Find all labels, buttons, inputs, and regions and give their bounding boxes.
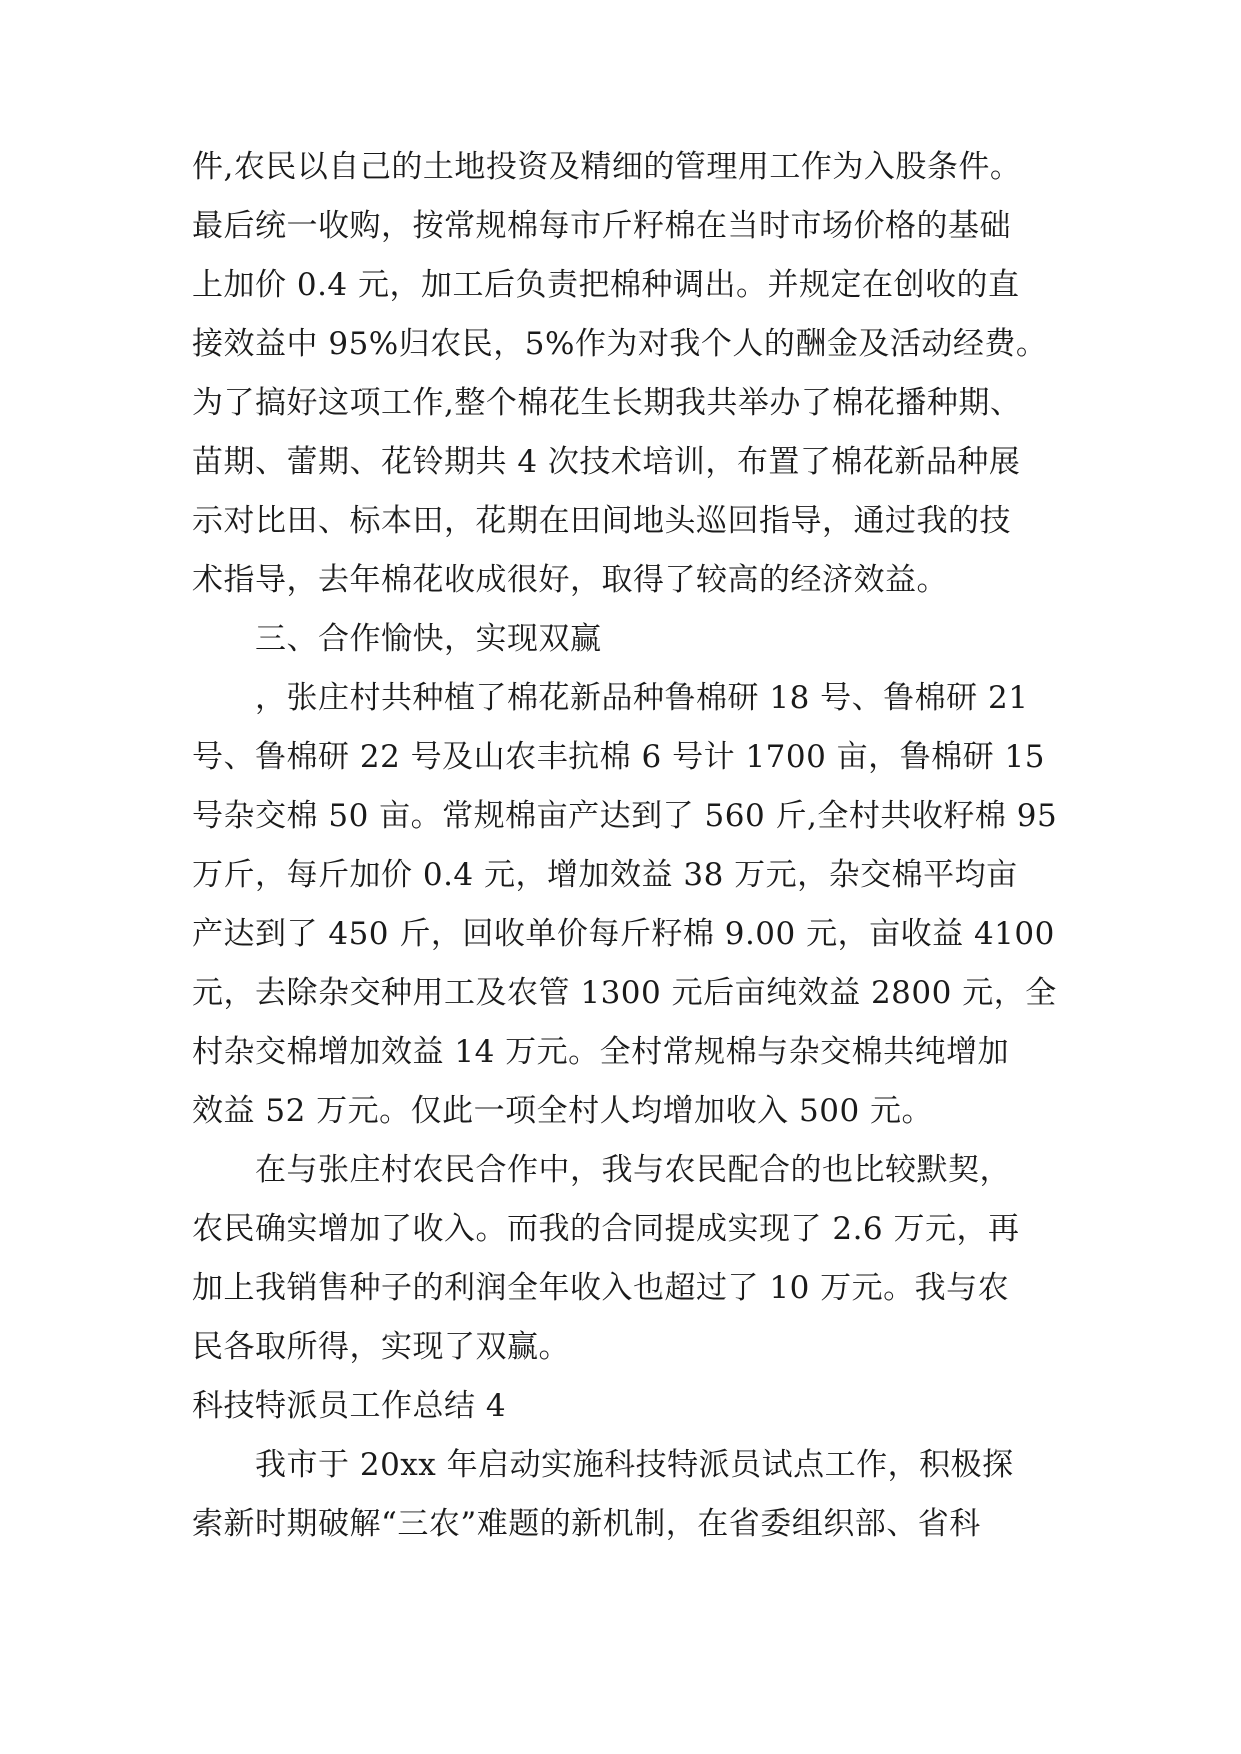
body-line: ，张庄村共种植了棉花新品种鲁棉研 18 号、鲁棉研 21 — [255, 680, 1029, 716]
body-line: 苗期、蕾期、花铃期共 4 次技术培训，布置了棉花新品种展 — [192, 444, 1021, 480]
body-line: 号杂交棉 50 亩。常规棉亩产达到了 560 斤,全村共收籽棉 95 — [192, 798, 1058, 834]
body-line: 元，去除杂交种用工及农管 1300 元后亩纯效益 2800 元，全 — [192, 975, 1057, 1011]
body-line: 最后统一收购，按常规棉每市斤籽棉在当时市场价格的基础 — [192, 208, 1011, 244]
body-line: 示对比田、标本田，花期在田间地头巡回指导，通过我的技 — [192, 503, 1011, 539]
body-line: 民各取所得，实现了双赢。 — [192, 1329, 570, 1365]
body-line: 加上我销售种子的利润全年收入也超过了 10 万元。我与农 — [192, 1270, 1010, 1306]
body-line: 上加价 0.4 元，加工后负责把棉种调出。并规定在创收的直 — [192, 267, 1020, 303]
body-line: 效益 52 万元。仅此一项全村人均增加收入 500 元。 — [192, 1093, 934, 1129]
body-line: 在与张庄村农民合作中，我与农民配合的也比较默契， — [255, 1152, 1011, 1188]
document-title: 科技特派员工作总结 4 — [192, 1388, 507, 1424]
body-line: 产达到了 450 斤，回收单价每斤籽棉 9.00 元，亩收益 4100 — [192, 916, 1055, 952]
body-line: 术指导，去年棉花收成很好，取得了较高的经济效益。 — [192, 562, 948, 598]
body-line: 我市于 20xx 年启动实施科技特派员试点工作，积极探 — [255, 1447, 1014, 1483]
body-line: 接效益中 95%归农民，5%作为对我个人的酬金及活动经费。 — [192, 326, 1048, 362]
body-line: 索新时期破解“三农”难题的新机制，在省委组织部、省科 — [192, 1506, 981, 1542]
body-line: 为了搞好这项工作,整个棉花生长期我共举办了棉花播种期、 — [192, 385, 1022, 421]
body-line: 号、鲁棉研 22 号及山农丰抗棉 6 号计 1700 亩，鲁棉研 15 — [192, 739, 1045, 775]
body-line: 村杂交棉增加效益 14 万元。全村常规棉与杂交棉共纯增加 — [192, 1034, 1010, 1070]
section-heading: 三、合作愉快，实现双赢 — [255, 621, 602, 657]
body-line: 农民确实增加了收入。而我的合同提成实现了 2.6 万元，再 — [192, 1211, 1020, 1247]
body-line: 万斤，每斤加价 0.4 元，增加效益 38 万元，杂交棉平均亩 — [192, 857, 1018, 893]
body-line: 件,农民以自己的土地投资及精细的管理用工作为入股条件。 — [192, 149, 1022, 185]
